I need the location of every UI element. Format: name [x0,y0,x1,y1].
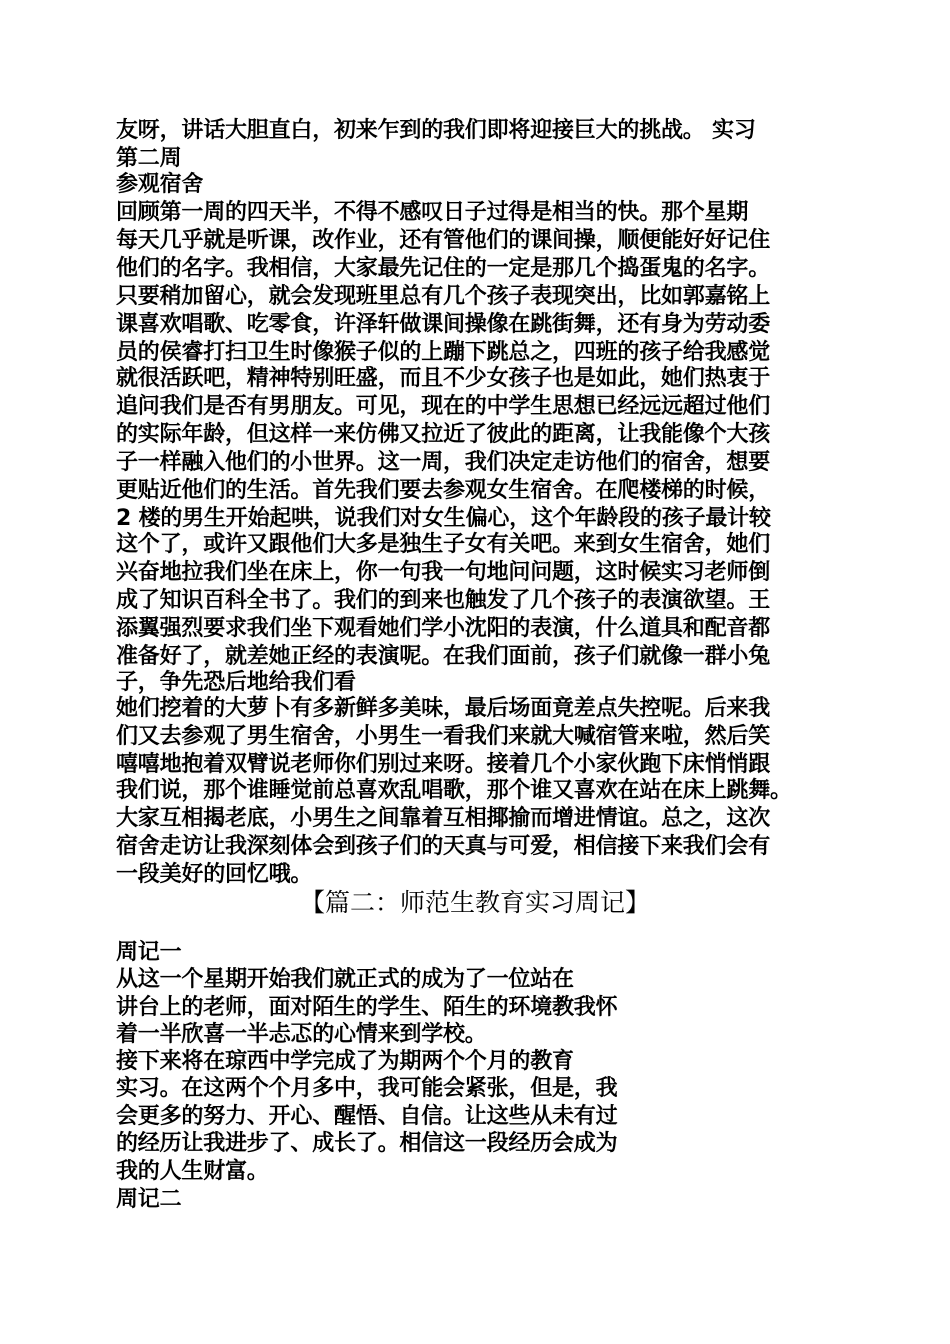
paragraph-line: 每天几乎就是听课，改作业，还有管他们的课间操，顺便能好好记住 [116,228,771,253]
paragraph-line: 友呀，讲话大胆直白，初来乍到的我们即将迎接巨大的挑战。 实习 [116,118,756,143]
paragraph-line: 准备好了，就差她正经的表演呢。在我们面前，孩子们就像一群小兔 [116,644,771,669]
paragraph-line: 着一半欣喜一半忐忑的心情来到学校。 [116,1022,487,1047]
paragraph-line: 嘻嘻地抱着双臂说老师你们别过来呀。接着几个小家伙跑下床悄悄跟 [116,752,771,777]
paragraph-line: 实习。在这两个个月多中，我可能会紧张，但是，我 [116,1076,618,1101]
entry-title: 周记一 [116,940,182,965]
paragraph-line: 们又去参观了男生宿舍，小男生一看我们来就大喊宿管来啦，然后笑 [116,724,771,749]
paragraph-line: 子，争先恐后地给我们看 [116,670,356,695]
paragraph-line: 她们挖着的大萝卜有多新鲜多美味，最后场面竟差点失控呢。后来我 [116,696,771,721]
section-subtitle: 参观宿舍 [116,172,204,197]
paragraph-line: 从这一个星期开始我们就正式的成为了一位站在 [116,967,574,992]
paragraph-line: 就很活跃吧，精神特别旺盛，而且不少女孩子也是如此，她们热衷于 [116,366,771,391]
paragraph-line: 他们的名字。我相信，大家最先记住的一定是那几个捣蛋鬼的名字。 [116,256,771,281]
paragraph-line: 员的侯睿打扫卫生时像猴子似的上蹦下跳总之，四班的孩子给我感觉 [116,340,771,365]
paragraph-line: 只要稍加留心，就会发现班里总有几个孩子表现突出，比如郭嘉铭上 [116,284,771,309]
paragraph-line: 的实际年龄，但这样一来仿佛又拉近了彼此的距离，让我能像个大孩 [116,422,771,447]
paragraph-line: 添翼强烈要求我们坐下观看她们学小沈阳的表演，什么道具和配音都 [116,616,771,641]
paragraph-line: 讲台上的老师，面对陌生的学生、陌生的环境教我怀 [116,995,618,1020]
paragraph-line: 兴奋地拉我们坐在床上，你一句我一句地问问题，这时候实习老师倒 [116,560,771,585]
paragraph-line: 会更多的努力、开心、醒悟、自信。让这些从未有过 [116,1104,618,1129]
paragraph-line: 接下来将在琼西中学完成了为期两个个月的教育 [116,1049,574,1074]
paragraph-line: 2 楼的男生开始起哄，说我们对女生偏心，这个年龄段的孩子最计较 [116,506,771,531]
paragraph-line: 大家互相揭老底，小男生之间靠着互相揶揄而增进情谊。总之，这次 [116,806,771,831]
paragraph-line: 更贴近他们的生活。首先我们要去参观女生宿舍。在爬楼梯的时候， [116,478,771,503]
paragraph-line: 的经历让我进步了、成长了。相信这一段经历会成为 [116,1131,618,1156]
paragraph-line: 第二周 [116,146,182,171]
paragraph-line: 成了知识百科全书了。我们的到来也触发了几个孩子的表演欲望。王 [116,588,771,613]
paragraph-line: 一段美好的回忆哦。 [116,862,313,887]
paragraph-line: 我们说，那个谁睡觉前总喜欢乱唱歌，那个谁又喜欢在站在床上跳舞。 [116,778,792,803]
paragraph-line: 我的人生财富。 [116,1159,269,1184]
paragraph-line: 追问我们是否有男朋友。可见，现在的中学生思想已经远远超过他们 [116,394,771,419]
paragraph-line: 宿舍走访让我深刻体会到孩子们的天真与可爱，相信接下来我们会有 [116,834,771,859]
paragraph-line: 回顾第一周的四天半，不得不感叹日子过得是相当的快。那个星期 [116,200,749,225]
section-heading: 【篇二：师范生教育实习周记】 [299,888,650,917]
entry-title: 周记二 [116,1187,182,1212]
paragraph-line: 这个了，或许又跟他们大多是独生子女有关吧。来到女生宿舍，她们 [116,532,771,557]
paragraph-line: 课喜欢唱歌、吃零食，许泽轩做课间操像在跳街舞，还有身为劳动委 [116,312,771,337]
paragraph-line: 子一样融入他们的小世界。这一周，我们决定走访他们的宿舍，想要 [116,450,771,475]
